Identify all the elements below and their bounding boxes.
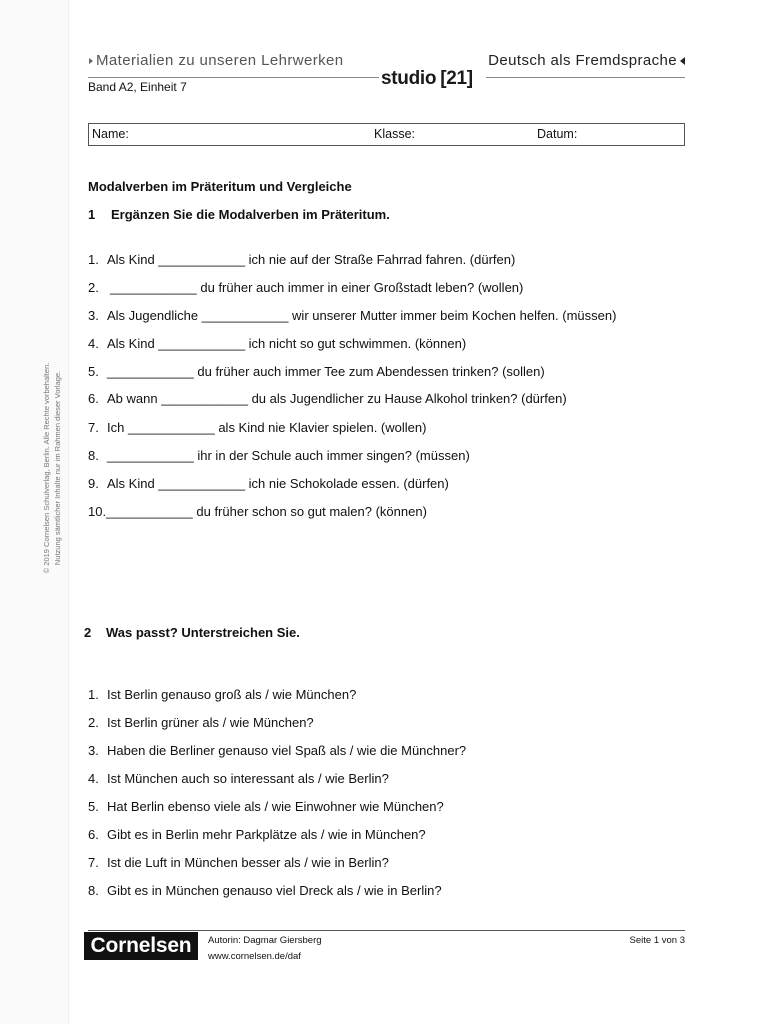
item-text: ____________ ihr in der Schule auch immer singen? (müssen)	[107, 448, 470, 463]
item-text: Gibt es in Berlin mehr Parkplätze als / wie in München?	[107, 827, 426, 842]
exercise-1-item	[0, 504, 700, 520]
class-label: Klasse:	[374, 127, 415, 141]
page-number: Seite 1 von 3	[629, 935, 685, 946]
item-text: Als Kind ____________ ich nie Schokolade essen. (dürfen)	[107, 476, 449, 491]
item-number: 8.	[88, 448, 99, 463]
exercise-1-item	[0, 391, 700, 407]
left-triangle-icon	[680, 57, 685, 65]
exercise-2-item	[0, 715, 700, 731]
item-number: 10.	[88, 504, 107, 519]
item-text: Als Jugendliche ____________ wir unserer Mutter immer beim Kochen helfen. (müssen)	[107, 308, 617, 323]
right-triangle-icon	[89, 58, 93, 64]
footer-rule	[88, 930, 685, 931]
exercise-1-item	[0, 448, 700, 464]
cornelsen-logo: Cornelsen	[84, 932, 198, 960]
exercise-1-item	[0, 476, 700, 492]
exercise-1-item	[0, 308, 700, 324]
header-rule-left	[88, 77, 379, 78]
item-number: 6.	[88, 827, 99, 842]
exercise-2-instruction: Was passt? Unterstreichen Sie.	[106, 625, 300, 640]
exercise-1-item	[0, 252, 700, 268]
item-number: 7.	[88, 855, 99, 870]
item-text: Hat Berlin ebenso viele als / wie Einwohner wie München?	[107, 799, 444, 814]
item-number: 6.	[88, 391, 99, 406]
exercise-1-item	[0, 336, 700, 352]
item-text: Haben die Berliner genauso viel Spaß als / wie die Münchner?	[107, 743, 467, 758]
author-credit: Autorin: Dagmar Giersberg	[208, 935, 322, 946]
item-text: ____________ du früher auch immer Tee zum Abendessen trinken? (sollen)	[107, 364, 545, 379]
logo-number: [21]	[440, 68, 473, 89]
subject-label: Deutsch als Fremdsprache	[488, 52, 677, 69]
header-rule-right	[486, 77, 685, 78]
item-text: ____________ du früher auch immer in einer Großstadt leben? (wollen)	[110, 280, 524, 295]
item-text: Ab wann ____________ du als Jugendlicher zu Hause Alkohol trinken? (dürfen)	[107, 391, 567, 406]
copyright-note	[41, 343, 63, 593]
exercise-1-item	[0, 364, 700, 380]
exercise-1-item	[0, 420, 700, 436]
exercise-2-number: 2	[84, 625, 92, 640]
item-number: 8.	[88, 883, 99, 898]
exercise-2-item	[0, 687, 700, 703]
item-number: 2.	[88, 715, 99, 730]
worksheet-title: Modalverben im Präteritum und Vergleiche	[88, 179, 352, 194]
date-label: Datum:	[537, 127, 578, 141]
exercise-2-item	[0, 799, 700, 815]
exercise-1-instruction: Ergänzen Sie die Modalverben im Präteritum.	[111, 207, 390, 222]
exercise-2-item	[0, 855, 700, 871]
item-number: 5.	[88, 799, 99, 814]
exercise-1-number: 1	[88, 207, 96, 222]
item-number: 4.	[88, 771, 99, 786]
exercise-2-item	[0, 743, 700, 759]
exercise-2-item	[0, 771, 700, 787]
logo-word: studio	[381, 68, 437, 89]
item-number: 3.	[88, 308, 99, 323]
name-label: Name:	[92, 127, 129, 141]
exercise-2-item	[0, 827, 700, 843]
studio21-logo	[381, 68, 473, 90]
usage-note-line: Nutzung sämtlicher Inhalte nur im Rahmen dieser Vorlage.	[53, 370, 62, 566]
copyright-line: © 2019 Cornelsen Schulverlag, Berlin. Alle Rechte vorbehalten.	[42, 362, 51, 574]
item-text: Ist die Luft in München besser als / wie in Berlin?	[107, 855, 389, 870]
item-number: 7.	[88, 420, 99, 435]
item-number: 4.	[88, 336, 99, 351]
item-text: Ist München auch so interessant als / wie Berlin?	[107, 771, 389, 786]
item-text: Ist Berlin grüner als / wie München?	[107, 715, 314, 730]
series-label: Materialien zu unseren Lehrwerken	[96, 52, 344, 69]
item-number: 2.	[88, 280, 99, 295]
publisher-website: www.cornelsen.de/daf	[208, 951, 301, 962]
item-text: Ist Berlin genauso groß als / wie München?	[107, 687, 357, 702]
exercise-2-item	[0, 883, 700, 899]
exercise-1-item	[0, 280, 700, 296]
item-number: 5.	[88, 364, 99, 379]
item-text: Als Kind ____________ ich nie auf der Straße Fahrrad fahren. (dürfen)	[107, 252, 516, 267]
item-text: ____________ du früher schon so gut malen? (können)	[106, 504, 427, 519]
item-number: 3.	[88, 743, 99, 758]
item-text: Gibt es in München genauso viel Dreck als / wie in Berlin?	[107, 883, 442, 898]
item-text: Ich ____________ als Kind nie Klavier spielen. (wollen)	[107, 420, 427, 435]
item-number: 1.	[88, 252, 99, 267]
item-number: 1.	[88, 687, 99, 702]
item-number: 9.	[88, 476, 99, 491]
unit-label: Band A2, Einheit 7	[88, 80, 187, 94]
item-text: Als Kind ____________ ich nicht so gut schwimmen. (können)	[107, 336, 467, 351]
